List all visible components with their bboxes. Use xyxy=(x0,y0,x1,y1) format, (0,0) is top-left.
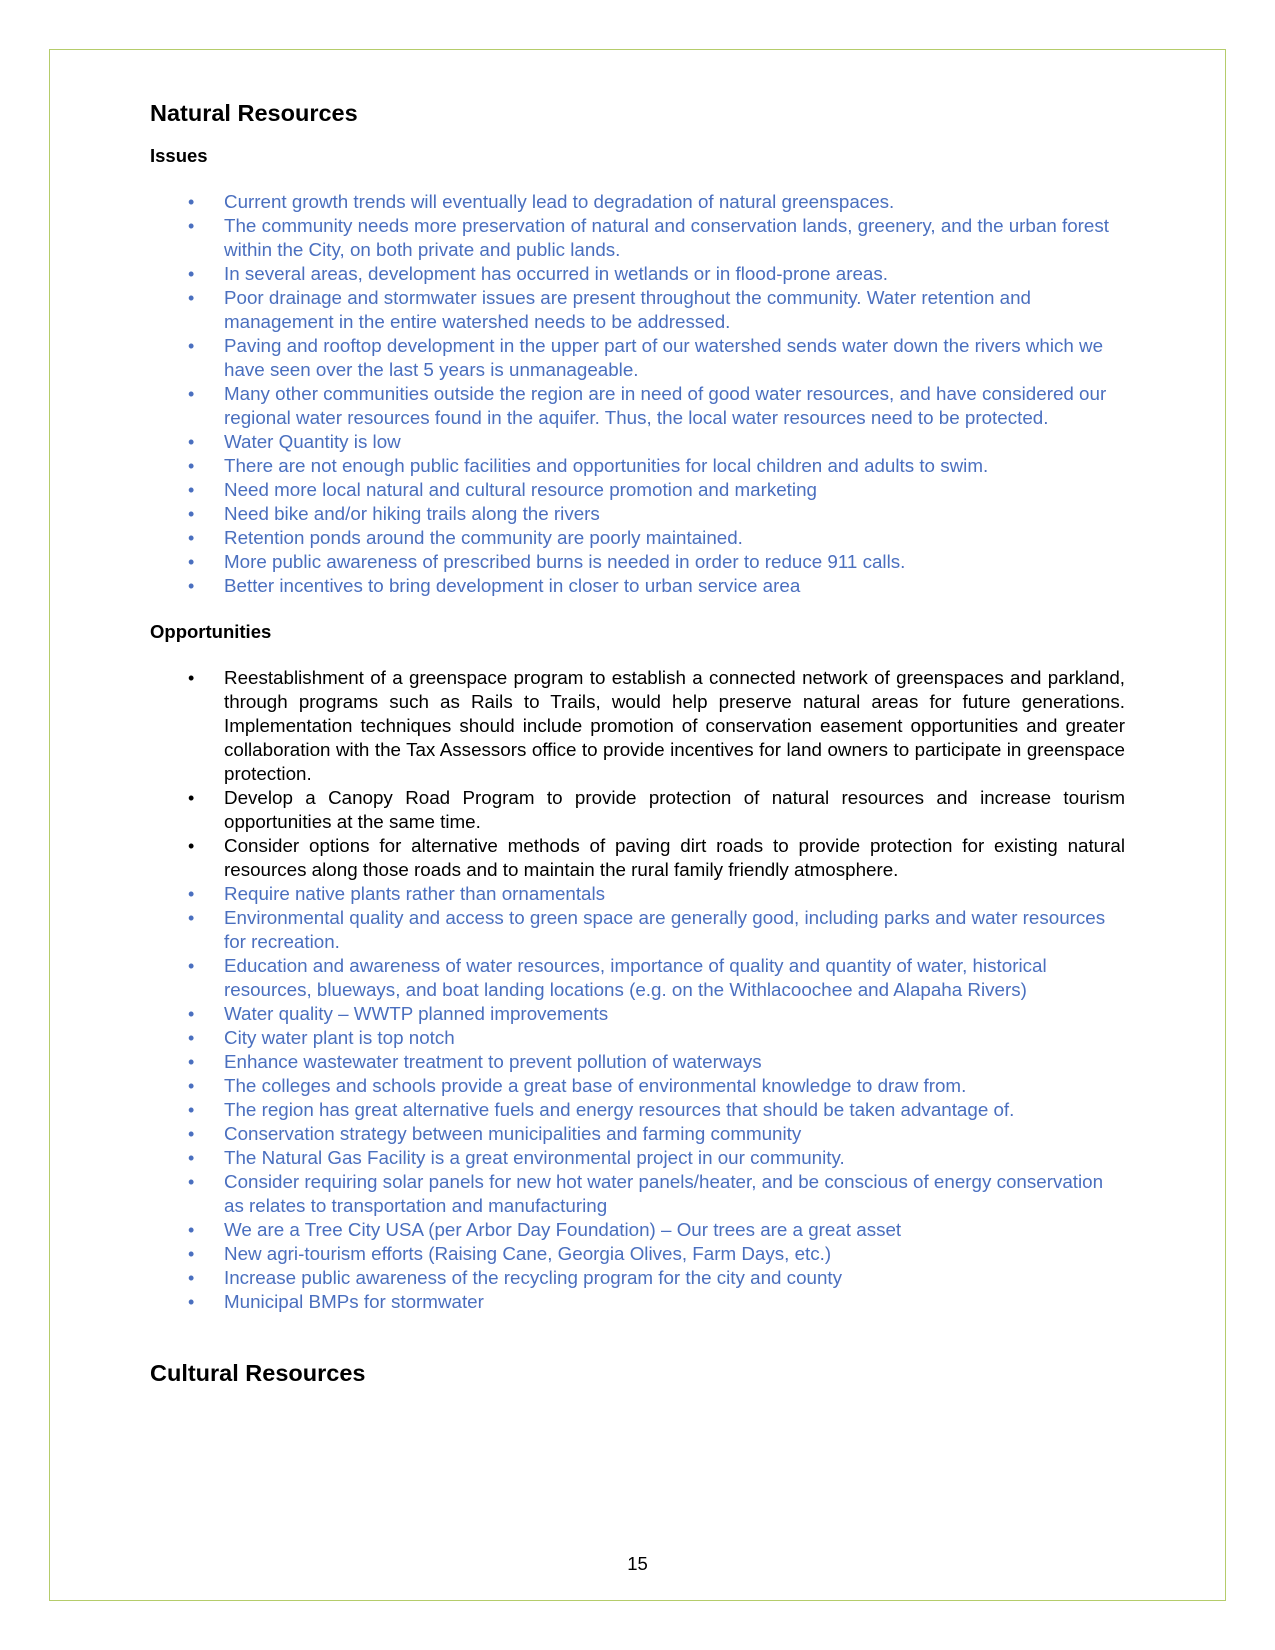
bullet-icon: • xyxy=(188,528,195,548)
bullet-icon: • xyxy=(188,384,195,404)
list-item xyxy=(150,1098,1125,1122)
issues-list xyxy=(150,190,1125,598)
list-item-text: Consider options for alternative methods of paving dirt roads to provide protection for existing natural resources along those roads and to maintain the rural family friendly atmosphere. xyxy=(224,835,1125,880)
bullet-icon: • xyxy=(188,192,195,212)
bullet-icon: • xyxy=(188,884,195,904)
list-item xyxy=(150,430,1125,454)
list-item xyxy=(150,1146,1125,1170)
list-item-text: Increase public awareness of the recycling program for the city and county xyxy=(224,1267,843,1288)
list-item xyxy=(150,214,1125,262)
bullet-icon: • xyxy=(188,908,195,928)
bullet-icon: • xyxy=(188,668,195,688)
list-item-text: Need bike and/or hiking trails along the rivers xyxy=(224,503,600,524)
list-item-text: The Natural Gas Facility is a great environmental project in our community. xyxy=(224,1147,845,1168)
opportunities-list xyxy=(150,666,1125,1314)
bullet-icon: • xyxy=(188,1292,195,1312)
list-item xyxy=(150,882,1125,906)
list-item-text: Enhance wastewater treatment to prevent pollution of waterways xyxy=(224,1051,762,1072)
list-item xyxy=(150,1218,1125,1242)
list-item-text: Municipal BMPs for stormwater xyxy=(224,1291,484,1312)
bullet-icon: • xyxy=(188,1124,195,1144)
list-item-text: Current growth trends will eventually lead to degradation of natural greenspaces. xyxy=(224,191,895,212)
bullet-icon: • xyxy=(188,432,195,452)
document-content xyxy=(150,98,1125,1388)
list-item-text: Need more local natural and cultural resource promotion and marketing xyxy=(224,479,817,500)
bullet-icon: • xyxy=(188,956,195,976)
list-item xyxy=(150,454,1125,478)
list-item-text: Conservation strategy between municipalities and farming community xyxy=(224,1123,802,1144)
list-item xyxy=(150,906,1125,954)
bullet-icon: • xyxy=(188,1172,195,1192)
list-item-text: City water plant is top notch xyxy=(224,1027,455,1048)
bullet-icon: • xyxy=(188,1100,195,1120)
list-item-text: Retention ponds around the community are poorly maintained. xyxy=(224,527,743,548)
bullet-icon: • xyxy=(188,264,195,284)
bullet-icon: • xyxy=(188,1028,195,1048)
list-item-text: Consider requiring solar panels for new hot water panels/heater, and be conscious of energy conservation as relates to transportation and manufacturing xyxy=(224,1171,1104,1216)
bullet-icon: • xyxy=(188,1268,195,1288)
list-item xyxy=(150,550,1125,574)
bullet-icon: • xyxy=(188,216,195,236)
bullet-icon: • xyxy=(188,1076,195,1096)
bullet-icon: • xyxy=(188,788,195,808)
list-item xyxy=(150,262,1125,286)
bullet-icon: • xyxy=(188,836,195,856)
bullet-icon: • xyxy=(188,1148,195,1168)
bullet-icon: • xyxy=(188,1004,195,1024)
list-item xyxy=(150,666,1125,786)
list-item xyxy=(150,382,1125,430)
list-item xyxy=(150,1050,1125,1074)
list-item-text: The community needs more preservation of natural and conservation lands, greenery, and the urban forest within the City, on both private and public lands. xyxy=(224,215,1109,260)
list-item xyxy=(150,954,1125,1002)
bullet-icon: • xyxy=(188,504,195,524)
bullet-icon: • xyxy=(188,1244,195,1264)
list-item xyxy=(150,478,1125,502)
list-item-text: The colleges and schools provide a great base of environmental knowledge to draw from. xyxy=(224,1075,967,1096)
list-item-text: Environmental quality and access to green space are generally good, including parks and water resources for recreation. xyxy=(224,907,1106,952)
list-item-text: In several areas, development has occurred in wetlands or in flood-prone areas. xyxy=(224,263,888,284)
list-item-text: The region has great alternative fuels and energy resources that should be taken advantage of. xyxy=(224,1099,1015,1120)
list-item-text: Water quality – WWTP planned improvements xyxy=(224,1003,609,1024)
opportunities-heading: Opportunities xyxy=(150,621,272,642)
list-item-text: Many other communities outside the region are in need of good water resources, and have considered our regional water resources found in the aquifer. Thus, the local water resources need to be protected. xyxy=(224,383,1107,428)
list-item xyxy=(150,190,1125,214)
cultural-resources-heading: Cultural Resources xyxy=(150,1360,366,1386)
bullet-icon: • xyxy=(188,480,195,500)
list-item xyxy=(150,526,1125,550)
list-item xyxy=(150,1074,1125,1098)
bullet-icon: • xyxy=(188,1220,195,1240)
list-item xyxy=(150,1002,1125,1026)
list-item xyxy=(150,786,1125,834)
list-item-text: Better incentives to bring development in closer to urban service area xyxy=(224,575,801,596)
bullet-icon: • xyxy=(188,1052,195,1072)
bullet-icon: • xyxy=(188,552,195,572)
list-item-text: Water Quantity is low xyxy=(224,431,401,452)
list-item-text: Paving and rooftop development in the upper part of our watershed sends water down the rivers which we have seen over the last 5 years is unmanageable. xyxy=(224,335,1104,380)
list-item-text: Reestablishment of a greenspace program to establish a connected network of greenspaces and parkland, through programs such as Rails to Trails, would help preserve natural areas for future generations. Implementation techniques should include promotion of conservation easement opportunities and greater collaboration with the Tax Assessors office to provide incentives for land owners to participate in greenspace protection. xyxy=(224,667,1125,784)
list-item xyxy=(150,1026,1125,1050)
natural-resources-heading: Natural Resources xyxy=(150,100,358,126)
list-item xyxy=(150,1242,1125,1266)
list-item xyxy=(150,574,1125,598)
issues-heading: Issues xyxy=(150,145,208,166)
list-item xyxy=(150,1290,1125,1314)
list-item-text: Require native plants rather than ornamentals xyxy=(224,883,606,904)
list-item-text: There are not enough public facilities and opportunities for local children and adults to swim. xyxy=(224,455,989,476)
bullet-icon: • xyxy=(188,456,195,476)
list-item xyxy=(150,502,1125,526)
list-item-text: More public awareness of prescribed burns is needed in order to reduce 911 calls. xyxy=(224,551,906,572)
list-item-text: Poor drainage and stormwater issues are present throughout the community. Water retention and management in the entire watershed needs to be addressed. xyxy=(224,287,1031,332)
bullet-icon: • xyxy=(188,336,195,356)
list-item-text: We are a Tree City USA (per Arbor Day Foundation) – Our trees are a great asset xyxy=(224,1219,902,1240)
list-item-text: New agri-tourism efforts (Raising Cane, Georgia Olives, Farm Days, etc.) xyxy=(224,1243,832,1264)
list-item xyxy=(150,1170,1125,1218)
bullet-icon: • xyxy=(188,576,195,596)
list-item-text: Education and awareness of water resources, importance of quality and quantity of water, historical resources, blueways, and boat landing locations (e.g. on the Withlacoochee and Alapaha Rivers) xyxy=(224,955,1047,1000)
list-item-text: Develop a Canopy Road Program to provide protection of natural resources and increase tourism opportunities at the same time. xyxy=(224,787,1125,832)
list-item xyxy=(150,1266,1125,1290)
list-item xyxy=(150,1122,1125,1146)
list-item xyxy=(150,834,1125,882)
page-number: 15 xyxy=(627,1553,648,1574)
bullet-icon: • xyxy=(188,288,195,308)
list-item xyxy=(150,286,1125,334)
list-item xyxy=(150,334,1125,382)
